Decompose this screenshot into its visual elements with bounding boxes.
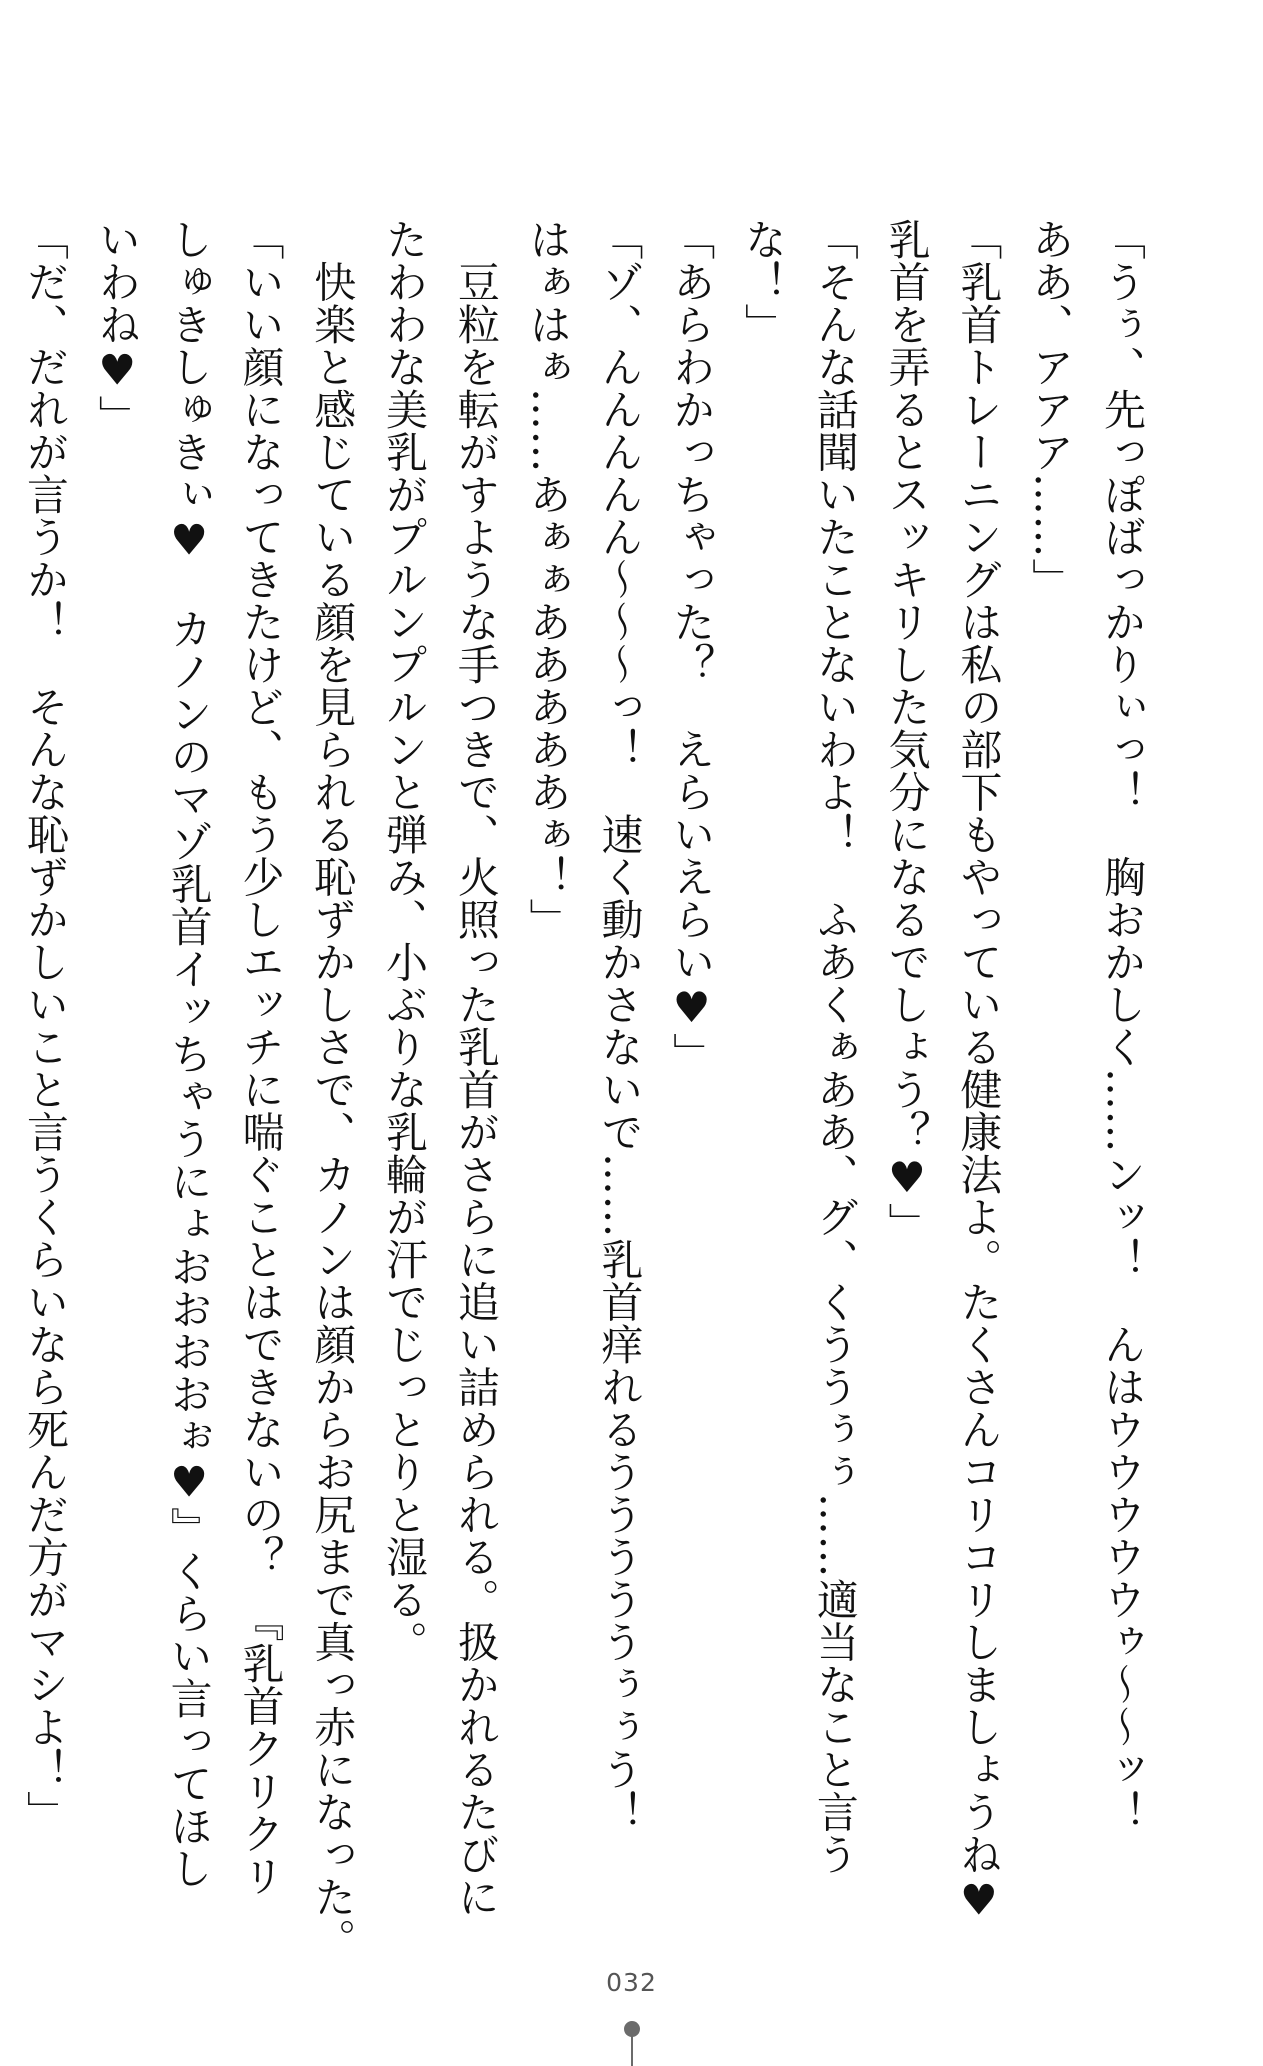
text-line-4: 乳首を弄るとスッキリした気分になるでしょう？♥」 [882, 218, 932, 1245]
text-line-16: 「だ、だれが言うか！ そんな恥ずかしいこと言うくらいなら死んだ方がマシよ！」 [21, 218, 71, 1833]
text-line-1: 「うぅ、先っぽばっかりぃっ！ 胸おかしく……ンッ！ んはウウウウウゥ～～ッ！ [1098, 218, 1147, 1833]
page-marker-dot [624, 2021, 640, 2037]
text-line-5: 「そんな話聞いたことないわよ！ ふあくぁああ、グ、くううぅぅ……適当なこと言う [810, 218, 860, 1876]
page-number: 032 [606, 1968, 657, 1997]
text-line-7: 「あらわかっちゃった？ えらいえらい♥」 [667, 218, 717, 1075]
page-marker-stem [631, 2036, 633, 2066]
text-line-14: しゅきしゅきぃ♥ カノンのマゾ乳首イッちゃうにょおおおおぉ♥』くらい言ってほし [164, 218, 214, 1890]
text-line-11: たわわな美乳がプルンプルンと弾み、小ぶりな乳輪が汗でじっとりと湿る。 [380, 218, 430, 1663]
text-line-12: 快楽と感じている顔を見られる恥ずかしさで、カノンは顔からお尻まで真っ赤になった。 [308, 218, 358, 1961]
text-line-2: ああ、アアア……」 [1026, 218, 1076, 601]
text-line-15: いわね♥」 [92, 218, 142, 438]
text-line-13: 「いい顔になってきたけど、もう少しエッチに喘ぐことはできないの？ 『乳首クリクリ [236, 218, 286, 1897]
text-line-6: な！」 [739, 218, 789, 346]
text-line-3: 「乳首トレーニングは私の部下もやっている健康法よ。たくさんコリコリしましょうね♥ [954, 218, 1004, 1925]
text-line-10: 豆粒を転がすような手つきで、火照った乳首がさらに追い詰められる。扱かれるたびに [451, 218, 501, 1918]
text-line-8: 「ゾ、んんんんん～～～っ！ 速く動かさないで……乳首痒れるうううううぅぅう！ [595, 218, 645, 1833]
text-line-9: はぁはぁ……あぁぁあああああぁ！」 [523, 218, 573, 941]
body-text-vertical [21, 218, 1158, 1961]
